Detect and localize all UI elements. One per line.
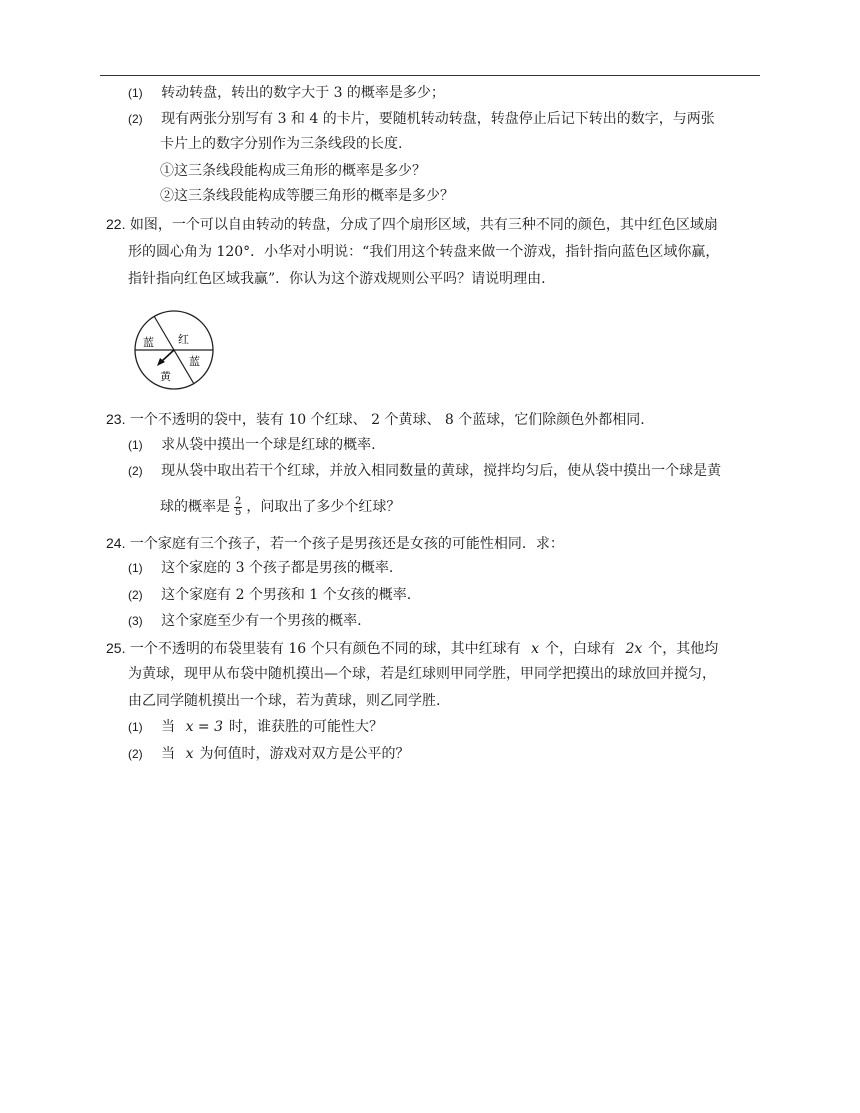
q22-line3: 指针指向红色区域我赢”．你认为这个游戏规则公平吗？请说明理由. <box>128 271 546 287</box>
q23-part1-text: 求从袋中摸出一个球是红球的概率. <box>161 437 376 453</box>
q23-part2-text-b2: ，问取出了多少个红球？ <box>246 499 401 515</box>
question-number: 23. <box>106 411 126 427</box>
sector-label-blue-right: 蓝 <box>189 355 200 368</box>
q24-text1: 一个家庭有三个孩子，若一个孩子是男孩还是女孩的可能性相同．求： <box>129 536 564 552</box>
q25-part2 <box>128 744 409 764</box>
q22-text1: 如图，一个可以自由转动的转盘，分成了四个扇形区域，共有三种不同的颜色，其中红色区域扇 <box>129 217 718 233</box>
q21-part1 <box>128 83 445 103</box>
question-number: 24. <box>106 535 126 551</box>
part-number: (1) <box>128 438 143 452</box>
sector-label-yellow: 黄 <box>160 370 171 383</box>
part-number: (2) <box>128 112 143 126</box>
q21-part2-cont: 卡片上的数字分别作为三条线段的长度. <box>160 136 403 152</box>
q25-text1a: 一个不透明的布袋里装有 16 个只有颜色不同的球，其中红球有 <box>129 641 521 657</box>
sector-label-red: 红 <box>178 333 189 346</box>
q24-part2 <box>128 585 411 605</box>
fraction-numerator: 2 <box>235 495 242 507</box>
part-number: (2) <box>128 747 143 761</box>
q25-part1-text-b: 时，谁获胜的可能性大？ <box>229 719 384 735</box>
q24-line1 <box>106 533 564 554</box>
q22-line2: 形的圆心角为 120°．小华对小明说：“我们用这个转盘来做一个游戏，指针指向蓝色区域你赢， <box>128 244 720 260</box>
part-number: (2) <box>128 588 143 602</box>
sector-label-blue-left: 蓝 <box>143 336 154 349</box>
q23-part2-cont <box>160 493 400 521</box>
q24-part1 <box>128 558 393 578</box>
q25-part1-text-a: 当 <box>161 719 176 735</box>
q25-line3: 由乙同学随机摸出一个球，若为黄球，则乙同学胜. <box>128 693 441 709</box>
variable-x: x <box>185 746 194 762</box>
part-number: (1) <box>128 86 143 100</box>
header-rule <box>100 75 760 76</box>
q21-part1-text: 转动转盘，转出的数字大于 3 的概率是多少； <box>161 85 445 101</box>
q23-part2-text: 现从袋中取出若干个红球，并放入相同数量的黄球，搅拌均匀后，使从袋中摸出一个球是黄 <box>161 463 722 479</box>
q21-part2 <box>128 109 715 129</box>
q25-part1 <box>128 717 383 737</box>
part-number: (2) <box>128 464 143 478</box>
q23-part2 <box>128 461 721 481</box>
q23-text1: 一个不透明的袋中，装有 10 个红球、 2 个黄球、 8 个蓝球，它们除颜色外都相同. <box>129 412 645 428</box>
q24-part3-text: 这个家庭至少有一个男孩的概率. <box>161 613 362 629</box>
q25-text1b: 个，白球有 <box>545 641 615 657</box>
q25-part2-text-a: 当 <box>161 746 176 762</box>
q21-sub2: ②这三条线段能构成等腰三角形的概率是多少？ <box>160 188 454 204</box>
question-number: 25. <box>106 640 126 656</box>
q25-line1 <box>106 638 718 659</box>
q21-sub1: ①这三条线段能构成三角形的概率是多少？ <box>160 163 426 179</box>
q25-line2: 为黄球，现甲从布袋中随机摸出—个球，若是红球则甲同学胜，甲同学把摸出的球放回并搅匀， <box>128 666 716 682</box>
q25-text1c: 个，其他均 <box>648 641 719 657</box>
q22-line1 <box>106 214 718 235</box>
variable-x: x <box>531 641 539 657</box>
q23-part1 <box>128 435 376 455</box>
spinner-figure <box>133 309 217 393</box>
expression-x-equals-3: x = 3 <box>185 719 224 735</box>
fraction <box>234 497 242 518</box>
q21-part2-text: 现有两张分别写有 3 和 4 的卡片，要随机转动转盘，转盘停止后记下转出的数字，与两张 <box>161 111 715 127</box>
part-number: (1) <box>128 720 143 734</box>
fraction-denominator: 5 <box>235 506 242 518</box>
q23-part2-text-b1: 球的概率是 <box>160 499 230 515</box>
q23-line1 <box>106 409 645 430</box>
part-number: (3) <box>128 614 143 628</box>
part-number: (1) <box>128 561 143 575</box>
question-number: 22. <box>106 216 126 232</box>
q24-part2-text: 这个家庭有 2 个男孩和 1 个女孩的概率. <box>161 587 412 603</box>
variable-2x: 2x <box>625 641 643 657</box>
q24-part1-text: 这个家庭的 3 个孩子都是男孩的概率. <box>161 560 394 576</box>
q24-part3 <box>128 611 362 631</box>
q25-part2-text-b: 为何值时，游戏对双方是公平的？ <box>199 746 410 762</box>
